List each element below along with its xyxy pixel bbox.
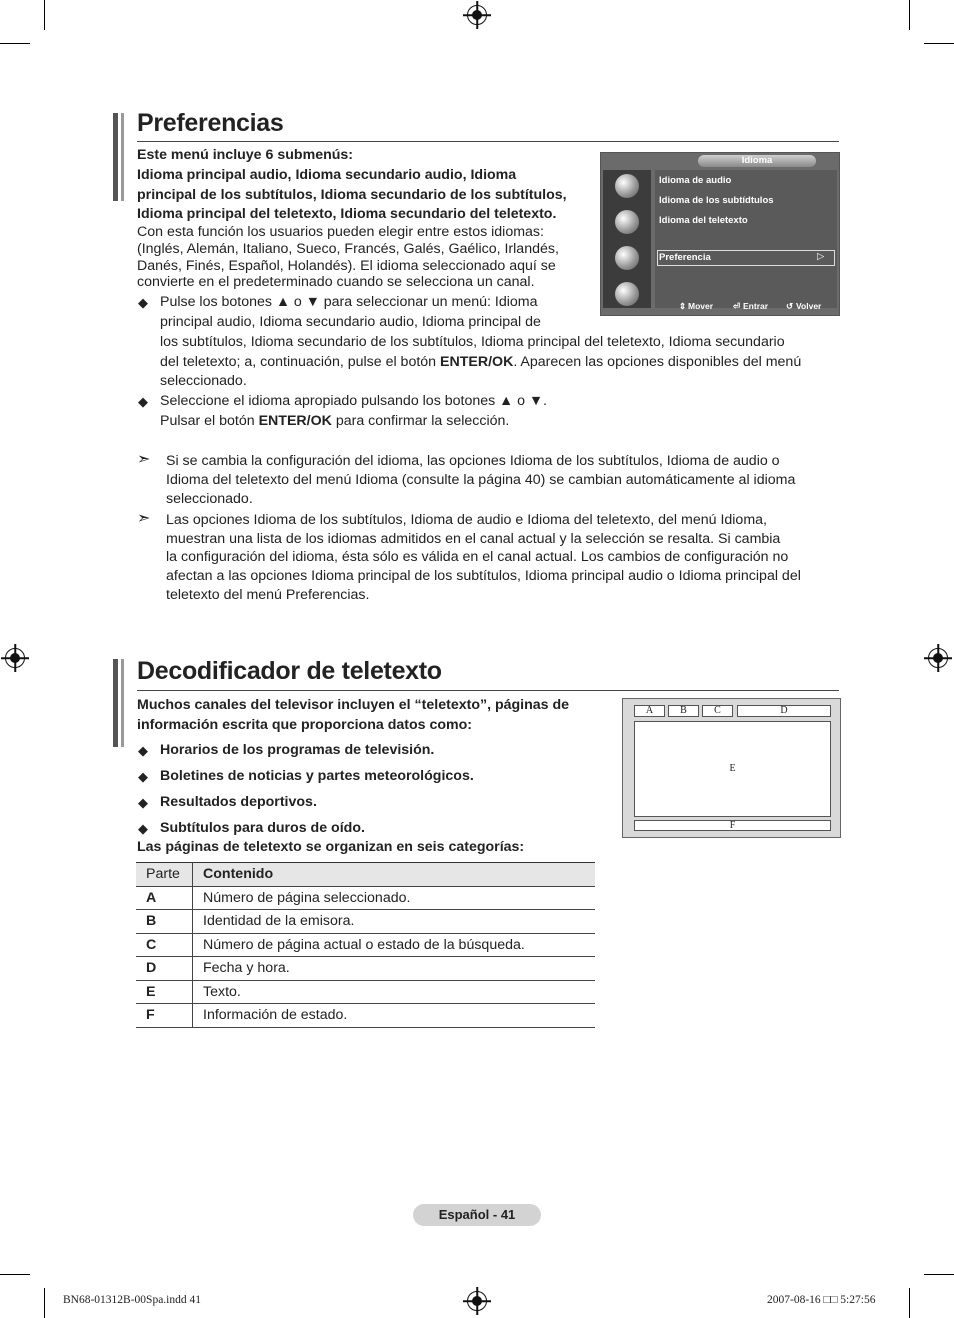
bullet-icon: ◆ — [138, 295, 148, 310]
table-cell: C — [136, 933, 193, 957]
note-line: afectan a las opciones Idioma principal de los subtítulos, Idioma principal audio o Idioma principal del — [166, 568, 801, 584]
table-cell: Identidad de la emisora. — [193, 910, 596, 934]
crop-mark — [44, 0, 45, 30]
bullet-icon: ◆ — [138, 769, 148, 784]
registration-mark-icon — [928, 648, 948, 668]
arrow-right-icon: ▷ — [817, 251, 825, 262]
note-line: Idioma del teletexto del menú Idioma (consulte la página 40) se cambian automáticamente al idioma — [166, 472, 796, 488]
table-row — [136, 980, 595, 1004]
table-cell: Fecha y hora. — [193, 957, 596, 981]
section-rule — [137, 690, 839, 691]
bullet-text: para confirmar la selección. — [331, 413, 510, 429]
note-line: teletexto del menú Preferencias. — [166, 587, 370, 603]
teletext-part-b: B — [668, 705, 699, 717]
sound-icon — [615, 210, 639, 234]
section-bar — [121, 659, 124, 747]
body-line: (Inglés, Alemán, Italiano, Sueco, Francés, Galés, Gaélico, Irlandés, — [137, 241, 559, 257]
osd-back: Volver — [796, 301, 822, 311]
bullet-icon: ◆ — [138, 795, 148, 810]
section-bar — [113, 113, 118, 201]
bullet-line: Seleccione el idioma apropiado pulsando los botones ▲ o ▼. — [160, 393, 547, 409]
teletext-diagram — [622, 698, 841, 838]
osd-sidebar — [603, 170, 651, 308]
categories-label: Las páginas de teletexto se organizan en seis categorías: — [137, 839, 525, 855]
osd-item: Idioma del teletexto — [659, 215, 748, 226]
section-rule — [137, 141, 839, 142]
note-line: Si se cambia la configuración del idioma, las opciones Idioma de los subtítulos, Idioma de audio o — [166, 453, 780, 469]
table-cell: Texto. — [193, 980, 596, 1004]
crop-mark — [909, 1288, 910, 1318]
note-arrow-icon: ➣ — [137, 510, 151, 527]
table-row — [136, 957, 595, 981]
crop-mark — [0, 43, 30, 44]
crop-mark — [924, 1274, 954, 1275]
table-header-row — [136, 863, 595, 887]
bullet-line: los subtítulos, Idioma secundario de los subtítulos, Idioma principal del teletexto, Idioma secundario — [160, 334, 785, 350]
bullet-line: Resultados deportivos. — [160, 794, 317, 810]
bullet-text: Pulsar el botón — [160, 413, 259, 429]
bullet-line: principal audio, Idioma secundario audio, Idioma principal de — [160, 314, 541, 330]
osd-move: Mover — [688, 301, 714, 311]
registration-mark-icon — [5, 648, 25, 668]
section-bar — [113, 659, 118, 747]
bullet-icon: ◆ — [138, 821, 148, 836]
bullet-line: seleccionado. — [160, 373, 247, 389]
registration-mark-icon — [467, 1291, 487, 1311]
section-bar — [121, 113, 124, 201]
intro-line: Muchos canales del televisor incluyen el “teletexto”, páginas de — [137, 697, 570, 713]
table-header: Contenido — [193, 863, 596, 887]
note-arrow-icon: ➣ — [137, 451, 151, 468]
osd-item-selected: Preferencia — [659, 252, 711, 263]
intro-line: Este menú incluye 6 submenús: — [137, 147, 354, 163]
table-row — [136, 910, 595, 934]
bullet-text: . Aparecen las opciones disponibles del menú — [513, 354, 802, 370]
move-icon: ⇕ — [679, 301, 687, 311]
section-title: Preferencias — [137, 109, 284, 137]
body-line: Con esta función los usuarios pueden elegir entre estos idiomas: — [137, 224, 544, 240]
table-cell: D — [136, 957, 193, 981]
body-line: convierte en el predeterminado cuando se selecciona un canal. — [137, 274, 535, 290]
note-line: muestran una lista de los idiomas admitidos en el canal actual y la selección se resalta. Si cambia — [166, 531, 781, 547]
tv-osd-menu — [600, 152, 840, 316]
osd-footer — [655, 299, 837, 313]
osd-item: Idioma de los subtídtulos — [659, 195, 774, 206]
bullet-line — [160, 412, 509, 432]
enter-ok-key: ENTER/OK — [440, 354, 514, 370]
bullet-line: Boletines de noticias y partes meteorológicos. — [160, 768, 474, 784]
slug-timestamp: 2007-08-16 □□ 5:27:56 — [767, 1294, 876, 1306]
table-cell: Información de estado. — [193, 1004, 596, 1028]
bullet-text: del teletexto; a, continuación, pulse el botón — [160, 354, 441, 370]
table-row — [136, 1004, 595, 1028]
note-line: la configuración del idioma, ésta sólo es válida en el canal actual. Los cambios de configuración no — [166, 549, 789, 565]
table-cell: A — [136, 886, 193, 910]
osd-title: Idioma — [698, 155, 816, 167]
table-header: Parte — [136, 863, 193, 887]
slug-filename: BN68-01312B-00Spa.indd 41 — [63, 1294, 201, 1306]
intro-line: principal de los subtítulos, Idioma secundario de los subtítulos, — [137, 187, 567, 203]
intro-line: Idioma principal audio, Idioma secundario audio, Idioma — [137, 167, 517, 183]
registration-mark-icon — [467, 5, 487, 25]
teletext-part-e: E — [634, 721, 831, 817]
bullet-icon: ◆ — [138, 743, 148, 758]
section-title: Decodificador de teletexto — [137, 657, 442, 685]
body-line: Danés, Finés, Español, Holandés). El idioma seleccionado aquí se — [137, 258, 556, 274]
setup-icon — [615, 282, 639, 306]
parts-table — [136, 862, 595, 1028]
crop-mark — [0, 1274, 30, 1275]
table-row — [136, 933, 595, 957]
crop-mark — [44, 1288, 45, 1318]
crop-mark — [924, 43, 954, 44]
osd-list — [655, 170, 837, 308]
table-cell: Número de página seleccionado. — [193, 886, 596, 910]
teletext-part-d: D — [737, 705, 831, 717]
bullet-line: Horarios de los programas de televisión. — [160, 742, 435, 758]
note-line: Las opciones Idioma de los subtítulos, Idioma de audio e Idioma del teletexto, del menú Idioma, — [166, 512, 767, 528]
bullet-line: Subtítulos para duros de oído. — [160, 820, 365, 836]
table-cell: F — [136, 1004, 193, 1028]
crop-mark — [909, 0, 910, 30]
bullet-icon: ◆ — [138, 394, 148, 409]
intro-line: Idioma principal del teletexto, Idioma secundario del teletexto. — [137, 206, 557, 222]
bullet-line — [160, 353, 801, 373]
teletext-part-f: F — [634, 820, 831, 831]
back-icon: ↺ — [786, 301, 794, 311]
table-cell: B — [136, 910, 193, 934]
enter-icon: ⏎ — [733, 301, 741, 311]
picture-icon — [615, 174, 639, 198]
table-cell: Número de página actual o estado de la búsqueda. — [193, 933, 596, 957]
table-cell: E — [136, 980, 193, 1004]
teletext-part-a: A — [634, 705, 665, 717]
page-number-badge: Español - 41 — [413, 1204, 541, 1226]
intro-line: información escrita que proporciona datos como: — [137, 717, 473, 733]
enter-ok-key: ENTER/OK — [258, 413, 332, 429]
channel-icon — [615, 246, 639, 270]
note-line: seleccionado. — [166, 491, 253, 507]
osd-enter: Entrar — [743, 301, 769, 311]
teletext-part-c: C — [702, 705, 733, 717]
table-row — [136, 886, 595, 910]
bullet-line: Pulse los botones ▲ o ▼ para seleccionar un menú: Idioma — [160, 294, 538, 310]
osd-item: Idioma de audio — [659, 175, 732, 186]
